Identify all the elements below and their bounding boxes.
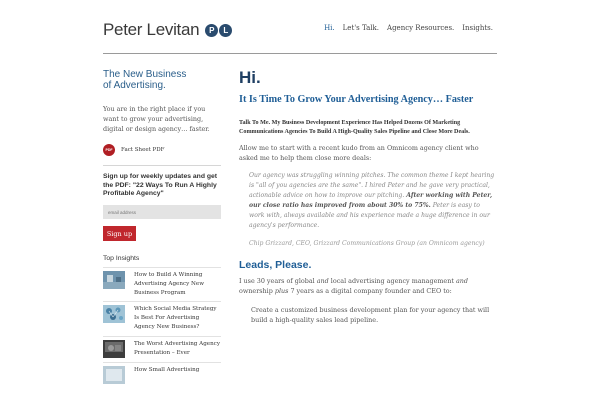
sidebar-title xyxy=(103,69,221,91)
leads-text-own: ownership xyxy=(239,287,273,296)
logo-badge-l: L xyxy=(219,24,232,37)
insight-title[interactable]: How to Build A Winning Advertising Agency New Business Program xyxy=(134,272,205,296)
leads-paragraph xyxy=(239,276,497,296)
testimonial-quote xyxy=(249,171,497,231)
insight-item[interactable] xyxy=(103,267,221,297)
pdf-icon[interactable]: PDF xyxy=(103,144,115,156)
quote-highlight: After working with Peter, our close ratio has improved from about 30% to 75%. xyxy=(249,192,493,210)
quote-text-2: Peter is easy to work with, always available and his experience made a huge difference in our agency's performance. xyxy=(249,202,490,230)
sidebar-title-line2: of Advertising. xyxy=(103,80,166,91)
email-input[interactable] xyxy=(103,205,221,219)
nav-agency-resources[interactable]: Agency Resources. xyxy=(387,24,455,32)
leads-text-mid: local advertising agency management xyxy=(330,277,454,286)
nav-lets-talk[interactable]: Let's Talk. xyxy=(342,24,380,32)
top-insights-title: Top Insights xyxy=(103,255,140,262)
logo-badge-p: P xyxy=(205,24,218,37)
insight-item[interactable] xyxy=(103,301,221,331)
leads-text-post: 7 years as a digital company founder and CEO to: xyxy=(290,287,452,296)
insight-title[interactable]: How Small Advertising xyxy=(134,366,200,373)
insight-title[interactable]: The Worst Advertising Agency Presentation – Ever xyxy=(134,340,220,356)
leads-text-pre: I use 30 years of global xyxy=(239,277,315,286)
main-content xyxy=(239,68,497,325)
insight-title[interactable]: Which Social Media Strategy Is Best For Advertising Agency New Business? xyxy=(134,306,217,330)
main-nav xyxy=(324,24,493,32)
leads-and-2: and xyxy=(455,277,468,286)
sidebar-divider xyxy=(103,165,221,166)
insight-thumbnail[interactable] xyxy=(103,340,125,358)
insight-thumbnail[interactable] xyxy=(103,305,125,323)
signup-button[interactable]: Sign up xyxy=(103,226,136,241)
sidebar-intro: You are in the right place if you want to grow your advertising, digital or design agency… faster. xyxy=(103,105,210,133)
leads-and-1: and xyxy=(316,277,329,286)
nav-insights[interactable]: Insights. xyxy=(462,24,493,32)
sidebar xyxy=(103,69,221,388)
leads-sub-item: Create a customized business development plan for your agency that will build a high-quality sales lead pipeline. xyxy=(251,306,490,325)
logo-badge[interactable] xyxy=(205,24,233,37)
leads-title: Leads, Please. xyxy=(239,259,312,272)
logo-text[interactable]: Peter Levitan xyxy=(103,20,200,39)
fact-sheet-link[interactable] xyxy=(103,144,221,156)
quote-text-1: Our agency was struggling winning pitches. The common theme I kept hearing is "all of you agencies are the same". I hired Peter and he gave very practical, actionable advice on how to improve our pitching. xyxy=(249,172,495,200)
site-header xyxy=(103,16,497,54)
insight-item[interactable] xyxy=(103,362,221,384)
insight-thumbnail[interactable] xyxy=(103,366,125,384)
nav-hi[interactable]: Hi. xyxy=(324,24,335,32)
intro-paragraph: Allow me to start with a recent kudo from an Omnicom agency client who asked me to help them close more deals: xyxy=(239,144,479,163)
fact-sheet-label[interactable]: Fact Sheet PDF xyxy=(121,147,165,153)
testimonial-attribution: Chip Grizzard, CEO, Grizzard Communications Group (an Omnicom agency) xyxy=(249,240,485,248)
headline: It Is Time To Grow Your Advertising Agency… Faster xyxy=(239,94,474,105)
lead-paragraph: Talk To Me. My Business Development Experience Has Helped Dozens Of Marketing Communications Agencies To Build A High-Quality Sales Pipeline and Close More Deals. xyxy=(239,120,470,136)
page-title: Hi. xyxy=(239,68,261,87)
insights-list xyxy=(103,267,221,384)
leads-plus: plus xyxy=(274,287,289,296)
signup-title: Sign up for weekly updates and get the PDF: "22 Ways To Run A Highly Profitable Agency" xyxy=(103,173,218,197)
insight-item[interactable] xyxy=(103,336,221,358)
site-logo[interactable] xyxy=(103,20,233,40)
insight-thumbnail[interactable] xyxy=(103,271,125,289)
sidebar-title-line1: The New Business xyxy=(103,69,187,80)
